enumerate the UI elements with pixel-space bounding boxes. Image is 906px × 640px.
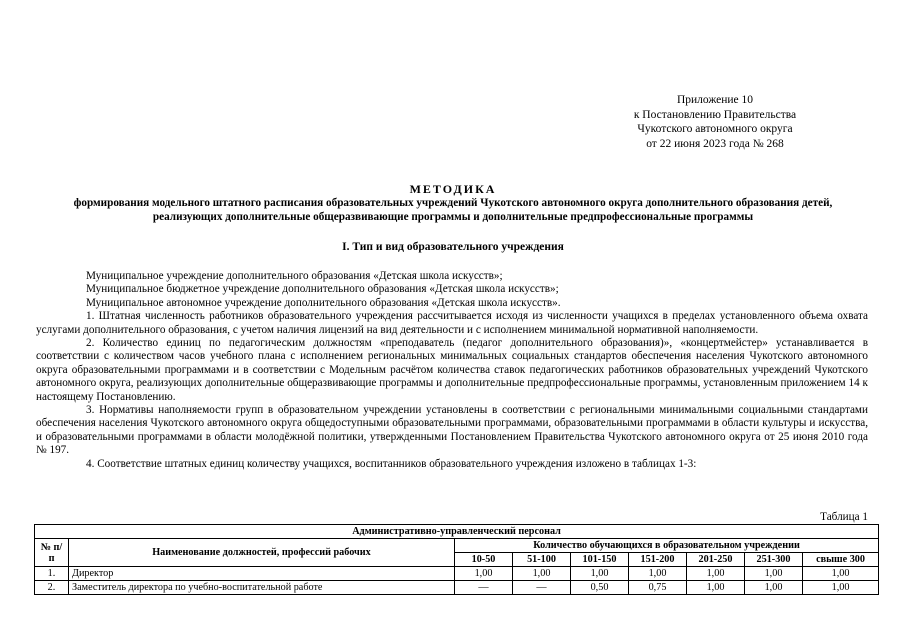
- col-header-range: 251-300: [745, 553, 803, 567]
- row-value: 1,00: [571, 567, 629, 581]
- col-header-name: Наименование должностей, профессий рабочих: [69, 539, 455, 567]
- paragraph: 3. Нормативы наполняемости групп в образовательном учреждении установлены в соответствии с региональными минимальными социальными стандартами обеспечения населения Чукотского автономного округа общедоступными образовательными программами, образовательными программами в области культуры и искусства, и образовательными программами в области молодёжной политики, утвержденными Постановлением Правительства Чукотского автономного округа от 25 июня 2010 года № 197.: [36, 404, 868, 457]
- row-value: 1,00: [687, 581, 745, 595]
- row-value: 1,00: [803, 581, 879, 595]
- row-value: 0,50: [571, 581, 629, 595]
- table-row: [35, 567, 879, 581]
- row-position-name: Директор: [69, 567, 455, 581]
- row-value: —: [455, 581, 513, 595]
- appendix-line: от 22 июня 2023 года № 268: [646, 137, 784, 150]
- paragraph: Муниципальное бюджетное учреждение дополнительного образования «Детская школа искусств»;: [86, 283, 559, 296]
- col-header-num: № п/п: [35, 539, 69, 567]
- table-caption: Таблица 1: [820, 511, 868, 523]
- table-group-header: Административно-управленческий персонал: [35, 525, 879, 539]
- row-value: 1,00: [745, 581, 803, 595]
- document-body: [36, 270, 868, 471]
- col-header-range: 151-200: [629, 553, 687, 567]
- col-header-range: 101-150: [571, 553, 629, 567]
- section-title: I. Тип и вид образовательного учреждения: [342, 241, 564, 253]
- appendix-line: Приложение 10: [676, 94, 754, 106]
- row-number: 1.: [35, 567, 69, 581]
- paragraph: Муниципальное автономное учреждение дополнительного образования «Детская школа искусств».: [86, 296, 561, 309]
- document-subtitle: формирования модельного штатного расписания образовательных учреждений Чукотского автономного округа дополнительного образования детей, реализующих дополнительные общеразвивающие программы и дополнительные предпрофессиональные программы: [73, 197, 833, 223]
- col-header-count: Количество обучающихся в образовательном учреждении: [455, 539, 879, 553]
- row-value: 0,75: [629, 581, 687, 595]
- row-value: 1,00: [745, 567, 803, 581]
- row-value: —: [513, 581, 571, 595]
- paragraph: Муниципальное учреждение дополнительного образования «Детская школа искусств»;: [86, 270, 503, 282]
- row-value: 1,00: [687, 567, 745, 581]
- row-position-name: Заместитель директора по учебно-воспитательной работе: [69, 581, 455, 595]
- document-title: МЕТОДИКА: [409, 182, 497, 196]
- row-value: 1,00: [629, 567, 687, 581]
- col-header-range: 51-100: [513, 553, 571, 567]
- table-row: [35, 581, 879, 595]
- appendix-block: [600, 93, 830, 151]
- paragraph: 1. Штатная численность работников образовательного учреждения рассчитывается исходя из численности учащихся в пределах установленного объема охвата услугами дополнительного образования, с учетом наличия лицензий на вид деятельности и с исполнением минимальной нормативной наполняемости.: [36, 310, 868, 336]
- paragraph: 4. Соответствие штатных единиц количеству учащихся, воспитанников образовательного учреждения изложено в таблицах 1-3:: [86, 457, 697, 470]
- row-value: 1,00: [513, 567, 571, 581]
- row-number: 2.: [35, 581, 69, 595]
- staff-table: [34, 524, 879, 595]
- col-header-range: 10-50: [455, 553, 513, 567]
- appendix-line: к Постановлению Правительства: [633, 108, 797, 121]
- row-value: 1,00: [803, 567, 879, 581]
- paragraph: 2. Количество единиц по педагогическим должностям «преподаватель (педагог дополнительного образования)», «концертмейстер» устанавливается в соответствии с количеством часов учебного плана с исполнением региональных минимальных социальных стандартов обеспечения населения Чукотского автономного округа образовательными программами и в соответствии с Модельным расчётом количества ставок педагогических работников образовательных учреждений Чукотского автономного округа, реализующих дополнительные общеразвивающие программы и дополнительные предпрофессиональные программы, установленным приложением 14 к настоящему Постановлению.: [36, 337, 868, 403]
- row-value: 1,00: [455, 567, 513, 581]
- appendix-line: Чукотского автономного округа: [637, 123, 793, 135]
- col-header-range: 201-250: [687, 553, 745, 567]
- col-header-range: свыше 300: [803, 553, 879, 567]
